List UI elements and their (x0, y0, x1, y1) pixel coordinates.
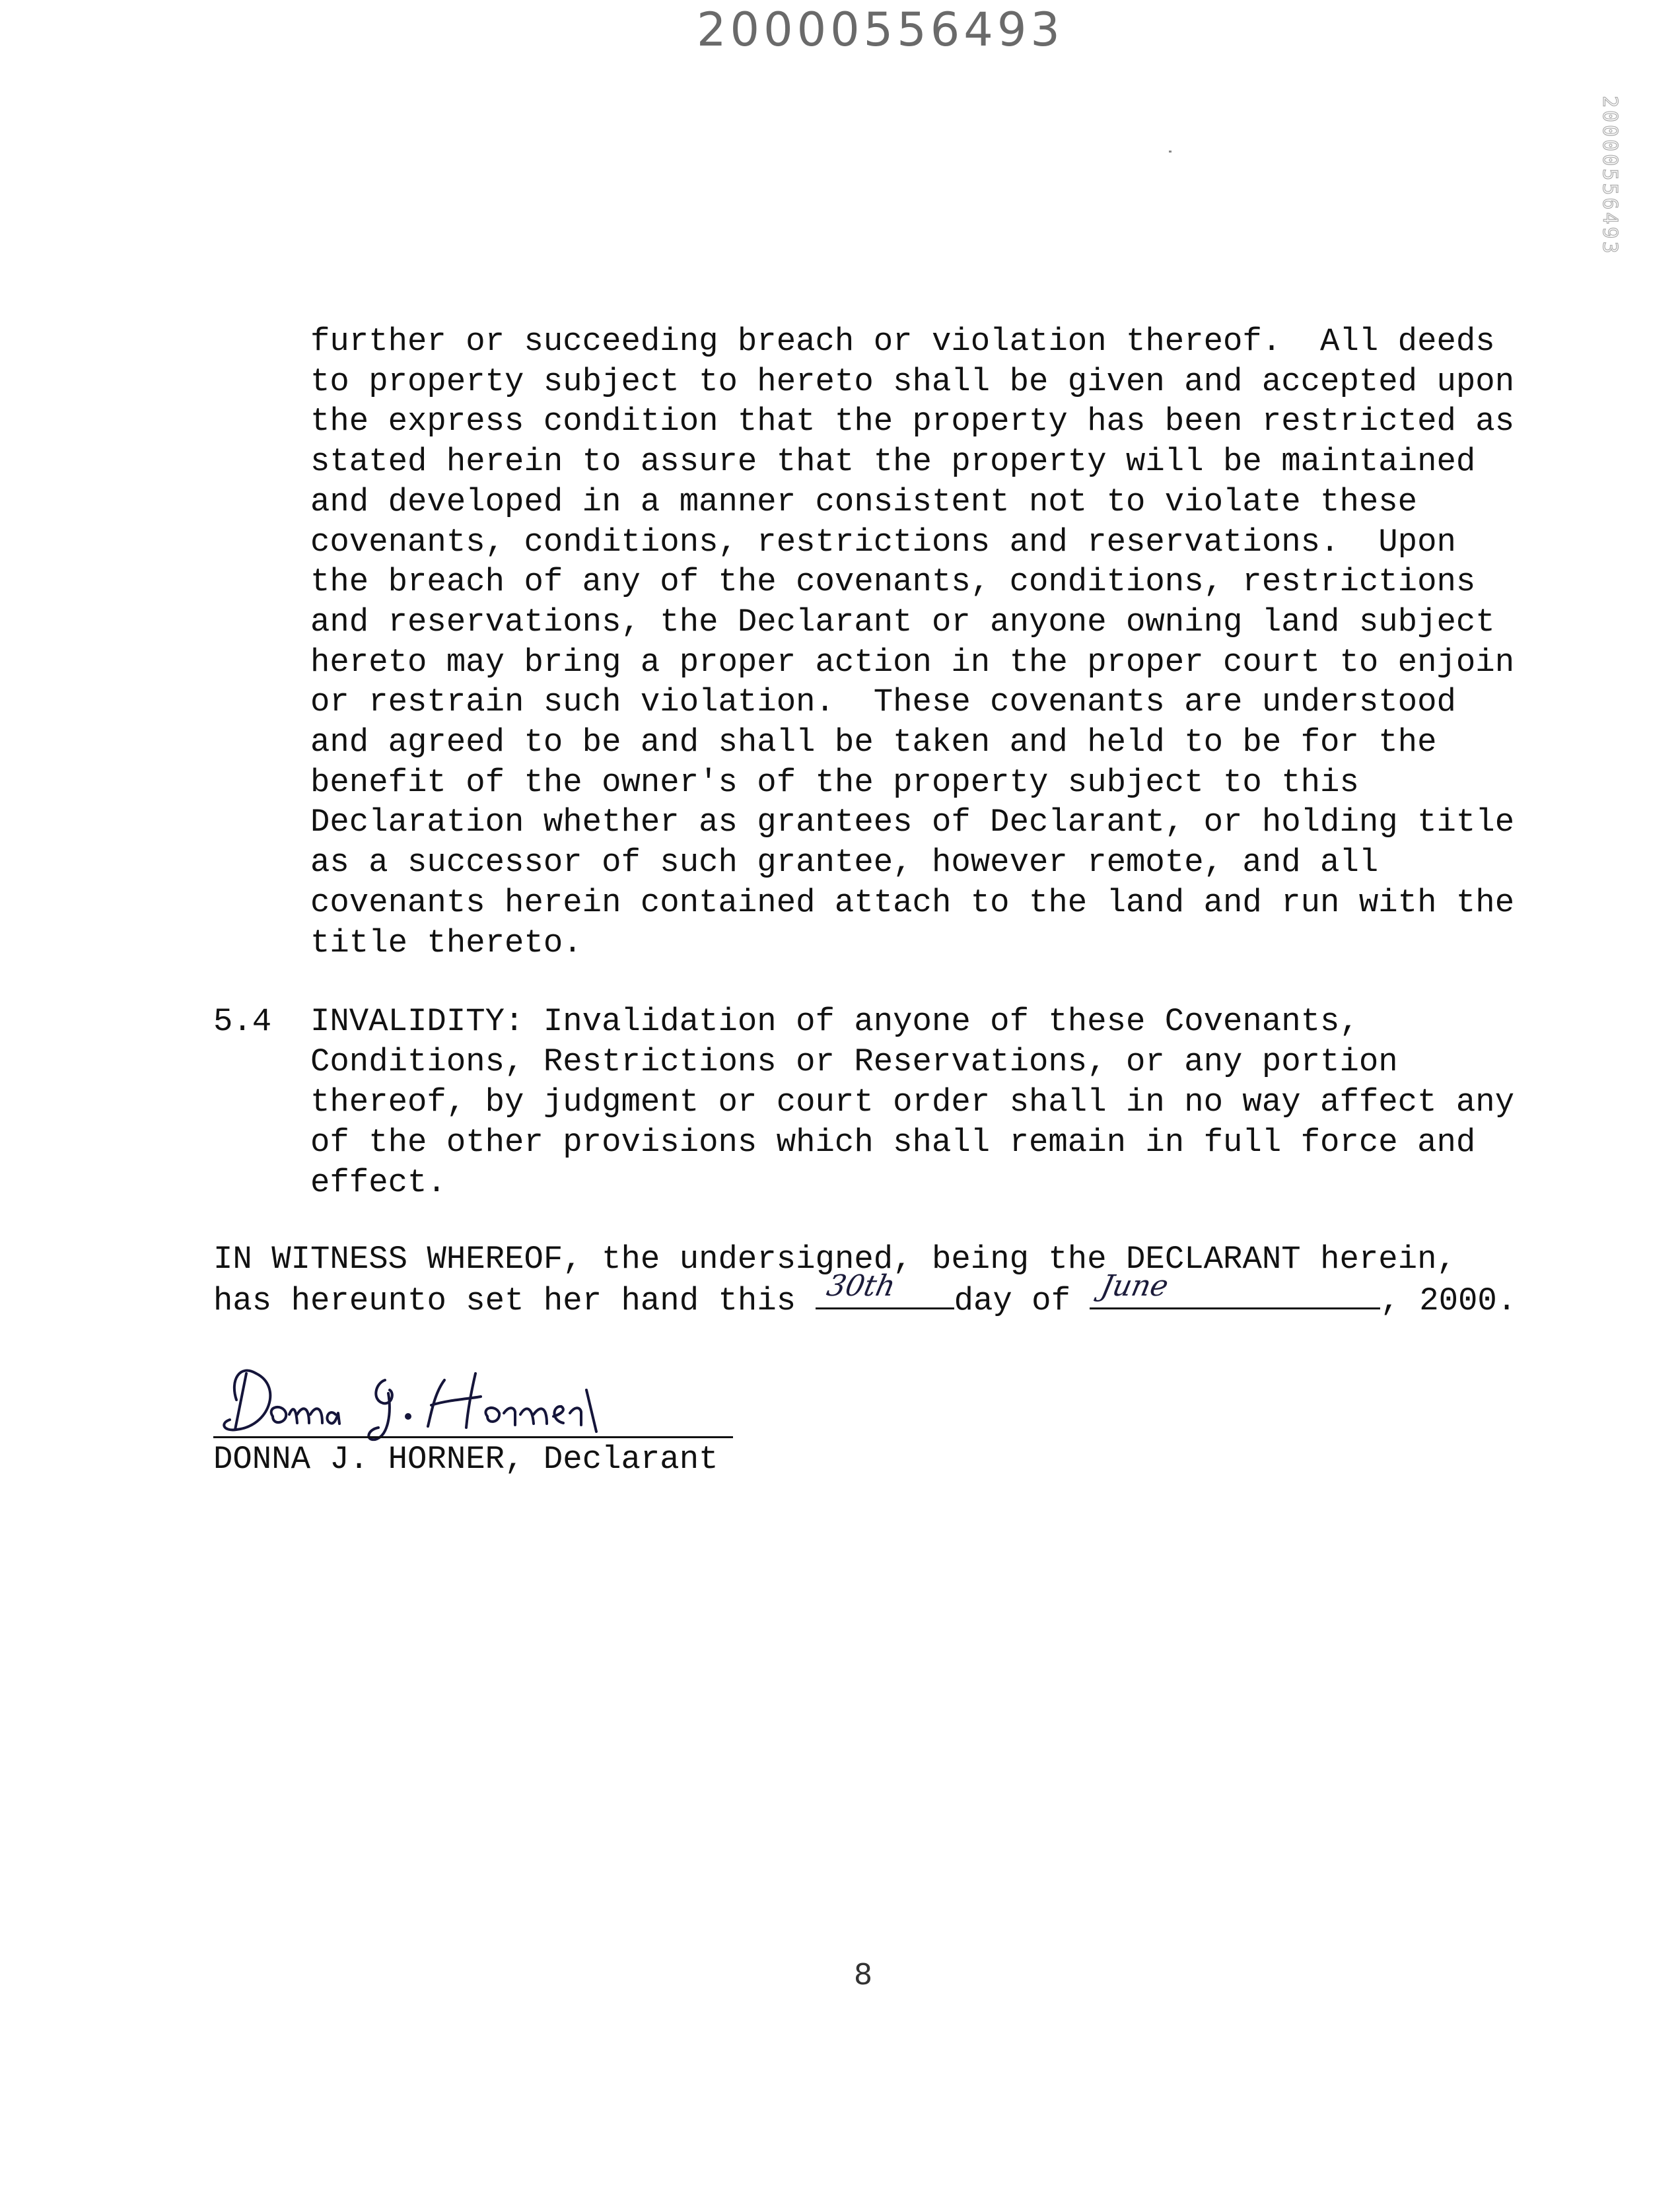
text-line: and reservations, the Declarant or anyone owning land subject (310, 603, 1495, 641)
text-line: benefit of the owner's of the property subject to this (310, 763, 1359, 801)
covenant-paragraph (310, 322, 1514, 963)
text-line: or restrain such violation. These covenants are understood (310, 683, 1456, 721)
witness-clause-line2 (213, 1269, 1517, 1321)
signature-line (213, 1436, 733, 1438)
witness-clause-line1: IN WITNESS WHEREOF, the undersigned, being the DECLARANT herein, (213, 1241, 1456, 1278)
text-line: hereto may bring a proper action in the proper court to enjoin (310, 643, 1515, 681)
text-line: of the other provisions which shall remain in full force and (310, 1124, 1476, 1161)
scan-speck (1169, 151, 1172, 153)
witness-prefix: has hereunto set her hand this (213, 1282, 816, 1319)
text-line: effect. (310, 1164, 446, 1201)
text-line: to property subject to hereto shall be given and accepted upon (310, 363, 1515, 400)
page-number: 8 (854, 1958, 872, 1992)
handwritten-month: June (1098, 1269, 1172, 1303)
text-line: covenants herein contained attach to the land and run with the (310, 884, 1515, 921)
text-line: as a successor of such grantee, however remote, and all (310, 844, 1379, 882)
text-line: covenants, conditions, restrictions and reservations. Upon (310, 523, 1456, 561)
text-line: Conditions, Restrictions or Reservations, or any portion (310, 1043, 1398, 1080)
text-line: stated herein to assure that the property will be maintained (310, 443, 1476, 481)
side-stamp-number (1592, 89, 1638, 307)
text-line: thereof, by judgment or court order shall in no way affect any (310, 1084, 1515, 1121)
text-line: further or succeeding breach or violation thereof. All deeds (310, 323, 1495, 360)
text-line: and agreed to be and shall be taken and held to be for the (310, 724, 1437, 761)
text-line: INVALIDITY: Invalidation of anyone of these Covenants, (310, 1003, 1359, 1040)
handwritten-signature (210, 1354, 738, 1446)
witness-suffix: , 2000. (1380, 1282, 1517, 1319)
day-blank (816, 1269, 954, 1309)
text-line: title thereto. (310, 924, 582, 961)
text-line: and developed in a manner consistent not to violate these (310, 483, 1418, 520)
text-line: Declaration whether as grantees of Declarant, or holding title (310, 804, 1515, 841)
section-number: 5.4 (213, 1003, 272, 1040)
side-stamp-text: 20000556493 (1598, 96, 1621, 256)
handwritten-day: 30th (823, 1269, 898, 1303)
declarant-printed-name: DONNA J. HORNER, Declarant (213, 1441, 718, 1478)
witness-mid: day of (954, 1282, 1090, 1319)
text-line: the breach of any of the covenants, conditions, restrictions (310, 563, 1476, 601)
document-number: 20000556493 (697, 3, 1064, 57)
invalidity-paragraph (310, 1002, 1514, 1203)
month-blank (1090, 1269, 1380, 1309)
text-line: the express condition that the property has been restricted as (310, 403, 1515, 440)
